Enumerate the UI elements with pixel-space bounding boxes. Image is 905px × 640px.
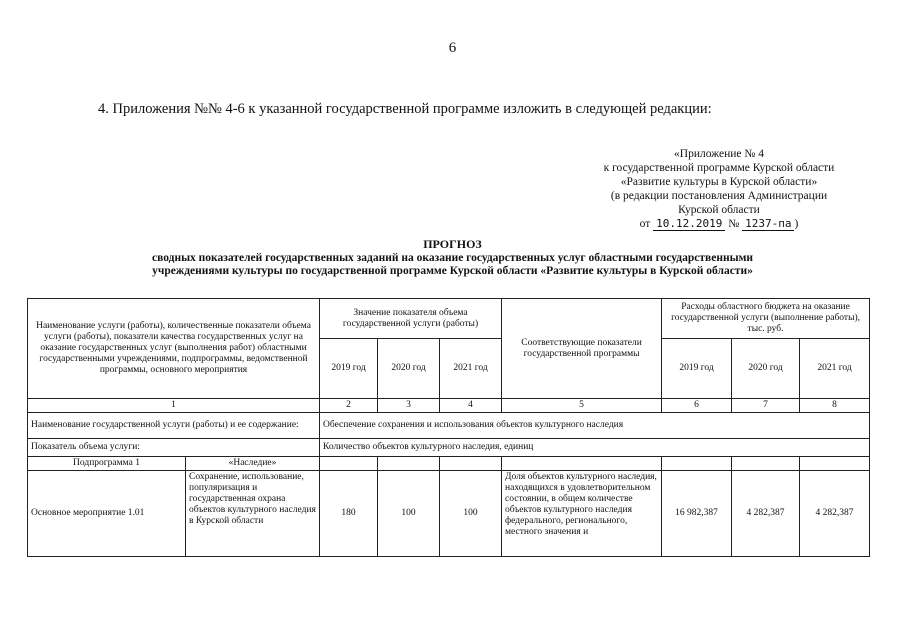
empty-cell xyxy=(800,457,870,471)
title-line-3: учреждениями культуры по государственной программе Курской области «Развитие культуры в Курской области» xyxy=(152,265,753,277)
header-volume-column: Значение показателя объема государственной услуги (работы) xyxy=(320,299,502,339)
forecast-table xyxy=(27,298,870,557)
decree-date: 10.12.2019 xyxy=(653,217,725,231)
expense-2019: 16 982,387 xyxy=(662,471,732,557)
volume-indicator-label: Показатель объема услуги: xyxy=(28,439,320,457)
date-prefix: от xyxy=(639,218,651,230)
empty-cell xyxy=(320,457,378,471)
col-number-2: 2 xyxy=(320,399,378,413)
col-number-4: 4 xyxy=(440,399,502,413)
service-name-label: Наименование государственной услуги (работы) и ее содержание: xyxy=(28,413,320,439)
col-number-6: 6 xyxy=(662,399,732,413)
header-year-2021: 2021 год xyxy=(440,339,502,399)
main-event-name: Основное мероприятие 1.01 xyxy=(28,471,186,557)
appendix-line-3: «Развитие культуры в Курской области» xyxy=(620,176,818,188)
header-exp-year-2020: 2020 год xyxy=(732,339,800,399)
service-name-value: Обеспечение сохранения и использования объектов культурного наследия xyxy=(320,413,870,439)
volume-2021: 100 xyxy=(440,471,502,557)
volume-2020: 100 xyxy=(378,471,440,557)
col-number-8: 8 xyxy=(800,399,870,413)
header-year-2019: 2019 год xyxy=(320,339,378,399)
col-number-5: 5 xyxy=(502,399,662,413)
appendix-header xyxy=(560,147,878,231)
empty-cell xyxy=(440,457,502,471)
title-line-2: сводных показателей государственных заданий на оказание государственных услуг областными государственными xyxy=(151,251,754,264)
closing-paren: ) xyxy=(794,218,799,230)
main-event-description: Сохранение, использование, популяризация и государственная охрана объектов культурного наследия в Курской области xyxy=(186,471,320,557)
page-number: 6 xyxy=(448,40,457,56)
volume-2019: 180 xyxy=(320,471,378,557)
header-year-2020: 2020 год xyxy=(378,339,440,399)
expense-2020: 4 282,387 xyxy=(732,471,800,557)
title-main: ПРОГНОЗ xyxy=(423,237,482,251)
appendix-line-4: (в редакции постановления Администрации xyxy=(610,190,828,202)
subprogram-name: «Наследие» xyxy=(186,457,320,471)
appendix-line-2: к государственной программе Курской области xyxy=(603,162,835,174)
appendix-line-1: «Приложение № 4 xyxy=(674,148,764,160)
number-prefix: № xyxy=(728,218,740,230)
subprogram-label: Подпрограмма 1 xyxy=(28,457,186,471)
amendment-paragraph: 4. Приложения №№ 4-6 к указанной государственной программе изложить в следующей редакции: xyxy=(98,101,712,117)
expense-2021: 4 282,387 xyxy=(800,471,870,557)
col-number-1: 1 xyxy=(28,399,320,413)
document-title xyxy=(0,238,905,279)
program-indicator: Доля объектов культурного наследия, находящихся в удовлетворительном состоянии, в общем количестве объектов культурного наследия федерального, регионального, местного значения и xyxy=(502,471,662,557)
volume-indicator-value: Количество объектов культурного наследия, единиц xyxy=(320,439,870,457)
empty-cell xyxy=(378,457,440,471)
empty-cell xyxy=(502,457,662,471)
appendix-line-5: Курской области xyxy=(678,204,760,216)
decree-number: 1237-па xyxy=(742,217,794,231)
col-number-3: 3 xyxy=(378,399,440,413)
header-expenses-column: Расходы областного бюджета на оказание государственной услуги (выполнение работы), тыс. руб. xyxy=(662,299,870,339)
header-exp-year-2021: 2021 год xyxy=(800,339,870,399)
empty-cell xyxy=(662,457,732,471)
empty-cell xyxy=(732,457,800,471)
header-name-column: Наименование услуги (работы), количественные показатели объема услуги (работы), показатели качества государственных услуг на оказание государственных услуг (выполнения работ) областными государственными учреждениями, подпрограммы, ведомственной программы, основного мероприятия xyxy=(28,299,320,399)
header-indicators-column: Соответствующие показатели государственной программы xyxy=(502,299,662,399)
decree-date-line xyxy=(560,217,878,231)
header-exp-year-2019: 2019 год xyxy=(662,339,732,399)
col-number-7: 7 xyxy=(732,399,800,413)
